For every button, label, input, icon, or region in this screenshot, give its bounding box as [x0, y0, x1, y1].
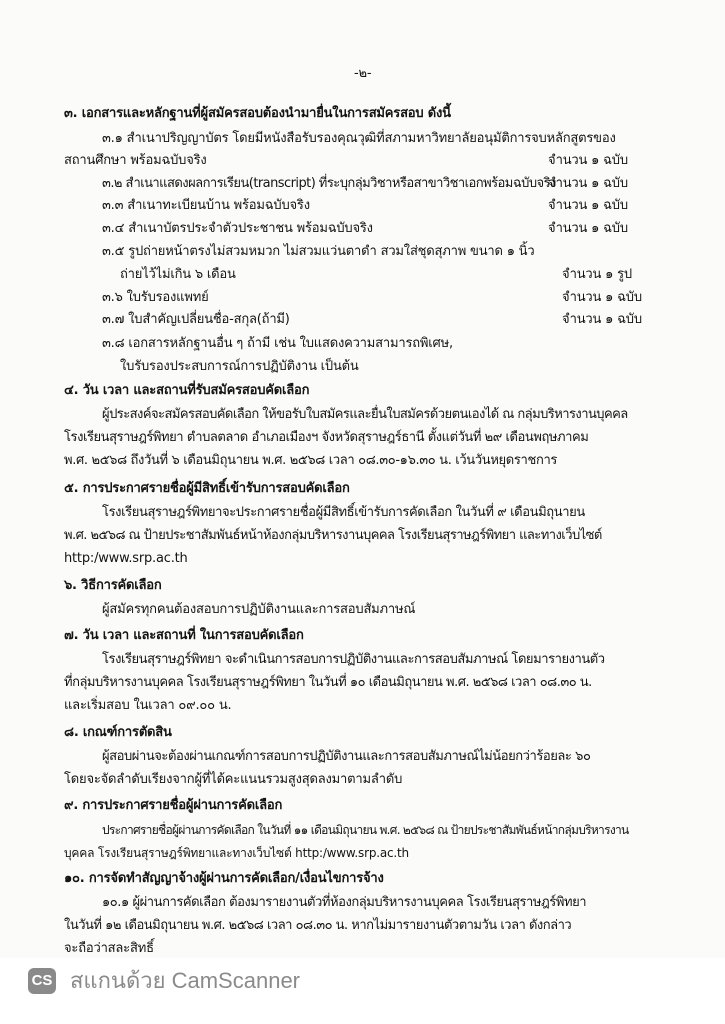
item-3-1-text-cont: สถานศึกษา พร้อมฉบับจริง	[64, 153, 207, 168]
section-10-line-1: ๑๐.๑ ผู้ผ่านการคัดเลือก ต้องมารายงานตัวที่ห้องกลุ่มบริหารงานบุคคล โรงเรียนสุราษฎร์พิทยา	[102, 895, 587, 910]
section-4-line-2: โรงเรียนสุราษฎร์พิทยา ตำบลตลาด อำเภอเมืองฯ จังหวัดสุราษฎร์ธานี ตั้งแต่วันที่ ๒๙ เดือนพฤษภาคม	[64, 430, 589, 445]
item-3-5-text: ๓.๕ รูปถ่ายหน้าตรงไม่สวมหมวก ไม่สวมแว่นตาดำ สวมใส่ชุดสุภาพ ขนาด ๑ นิ้ว	[102, 244, 535, 259]
item-3-8-text-cont: ใบรับรองประสบการณ์การปฏิบัติงาน เป็นต้น	[120, 359, 359, 374]
item-3-3-quantity: จำนวน ๑ ฉบับ	[548, 198, 628, 213]
item-3-6-text: ๓.๖ ใบรับรองแพทย์	[102, 290, 209, 305]
section-8-line-2: โดยจะจัดลำดับเรียงจากผู้ที่ได้คะแนนรวมสูงสุดลงมาตามลำดับ	[64, 772, 403, 787]
section-7-title: ๗. วัน เวลา และสถานที่ ในการสอบคัดเลือก	[64, 628, 304, 643]
item-3-1-quantity: จำนวน ๑ ฉบับ	[548, 153, 628, 168]
section-5-title: ๕. การประกาศรายชื่อผู้มีสิทธิ์เข้ารับการสอบคัดเลือก	[64, 481, 350, 496]
item-3-6-quantity: จำนวน ๑ ฉบับ	[562, 290, 642, 305]
item-3-8-text: ๓.๘ เอกสารหลักฐานอื่น ๆ ถ้ามี เช่น ใบแสดงความสามารถพิเศษ,	[102, 336, 453, 351]
section-4-title: ๔. วัน เวลา และสถานที่รับสมัครสอบคัดเลือก	[64, 383, 310, 398]
item-3-2-quantity: จำนวน ๑ ฉบับ	[548, 176, 628, 191]
section-4-line-3: พ.ศ. ๒๕๖๘ ถึงวันที่ ๖ เดือนมิถุนายน พ.ศ. ๒๕๖๘ เวลา ๐๘.๓๐-๑๖.๓๐ น. เว้นวันหยุดราชการ	[64, 453, 558, 468]
camscanner-logo-icon: CS	[28, 968, 56, 994]
section-10-line-3: จะถือว่าสละสิทธิ์	[64, 941, 154, 956]
section-9-line-2: บุคคล โรงเรียนสุราษฎร์พิทยาและทางเว็บไซต์ http:/www.srp.ac.th	[64, 846, 409, 860]
section-7-line-2: ที่กลุ่มบริหารงานบุคคล โรงเรียนสุราษฎร์พิทยา ในวันที่ ๑๐ เดือนมิถุนายน พ.ศ. ๒๕๖๘ เวลา ๐๘.๓๐ น.	[64, 675, 592, 690]
section-8-line-1: ผู้สอบผ่านจะต้องผ่านเกณฑ์การสอบการปฏิบัติงานและการสอบสัมภาษณ์ไม่น้อยกว่าร้อยละ ๖๐	[102, 749, 591, 764]
item-3-2-text: ๓.๒ สำเนาแสดงผลการเรียน(transcript) ที่ระบุกลุ่มวิชาหรือสาขาวิชาเอกพร้อมฉบับจริง	[102, 176, 556, 191]
section-5-website: http:/www.srp.ac.th	[64, 551, 188, 566]
item-3-5-text-cont: ถ่ายไว้ไม่เกิน ๖ เดือน	[120, 267, 236, 282]
item-3-5-quantity: จำนวน ๑ รูป	[562, 267, 632, 282]
item-3-4-quantity: จำนวน ๑ ฉบับ	[548, 221, 628, 236]
section-10-title: ๑๐. การจัดทำสัญญาจ้างผู้ผ่านการคัดเลือก/เงื่อนไขการจ้าง	[64, 871, 384, 886]
section-5-line-1: โรงเรียนสุราษฎร์พิทยาจะประกาศรายชื่อผู้มีสิทธิ์เข้ารับการคัดเลือก ในวันที่ ๙ เดือนมิถุนายน	[102, 505, 585, 520]
section-9-title: ๙. การประกาศรายชื่อผู้ผ่านการคัดเลือก	[64, 798, 283, 813]
item-3-7-text: ๓.๗ ใบสำคัญเปลี่ยนชื่อ-สกุล(ถ้ามี)	[102, 312, 290, 327]
scanner-watermark	[0, 958, 725, 1024]
section-3-title: ๓. เอกสารและหลักฐานที่ผู้สมัครสอบต้องนำมายื่นในการสมัครสอบ ดังนี้	[64, 106, 451, 121]
section-6-title: ๖. วิธีการคัดเลือก	[64, 578, 162, 593]
item-3-4-text: ๓.๔ สำเนาบัตรประจำตัวประชาชน พร้อมฉบับจริง	[102, 221, 373, 236]
section-7-line-3: และเริ่มสอบ ในเวลา ๐๙.๐๐ น.	[64, 698, 232, 713]
section-10-line-2: ในวันที่ ๑๒ เดือนมิถุนายน พ.ศ. ๒๕๖๘ เวลา ๐๘.๓๐ น. หากไม่มารายงานตัวตามวัน เวลา ดังกล่าว	[64, 918, 572, 933]
section-6-line-1: ผู้สมัครทุกคนต้องสอบการปฏิบัติงานและการสอบสัมภาษณ์	[102, 602, 416, 617]
camscanner-watermark-text: สแกนด้วย CamScanner	[70, 968, 301, 993]
section-5-line-2: พ.ศ. ๒๕๖๘ ณ ป้ายประชาสัมพันธ์หน้าห้องกลุ่มบริหารงานบุคคล โรงเรียนสุราษฎร์พิทยา และทางเว็บไซต์	[64, 528, 602, 543]
item-3-3-text: ๓.๓ สำเนาทะเบียนบ้าน พร้อมฉบับจริง	[102, 198, 310, 213]
section-4-line-1: ผู้ประสงค์จะสมัครสอบคัดเลือก ให้ขอรับใบสมัครและยื่นใบสมัครด้วยตนเองได้ ณ กลุ่มบริหารงานบุคคล	[102, 407, 628, 422]
section-9-line-1: ประกาศรายชื่อผู้ผ่านการคัดเลือก ในวันที่ ๑๑ เดือนมิถุนายน พ.ศ. ๒๕๖๘ ณ ป้ายประชาสัมพันธ์หน้ากลุ่มบริหารงาน	[102, 823, 629, 837]
item-3-7-quantity: จำนวน ๑ ฉบับ	[562, 312, 642, 327]
page-number: -๒-	[354, 66, 372, 81]
section-7-line-1: โรงเรียนสุราษฎร์พิทยา จะดำเนินการสอบการปฏิบัติงานและการสอบสัมภาษณ์ โดยมารายงานตัว	[102, 652, 605, 667]
item-3-1-text: ๓.๑ สำเนาปริญญาบัตร โดยมีหนังสือรับรองคุณวุฒิที่สภามหาวิทยาลัยอนุมัติการจบหลักสูตรของ	[102, 131, 616, 146]
section-8-title: ๘. เกณฑ์การตัดสิน	[64, 725, 172, 740]
